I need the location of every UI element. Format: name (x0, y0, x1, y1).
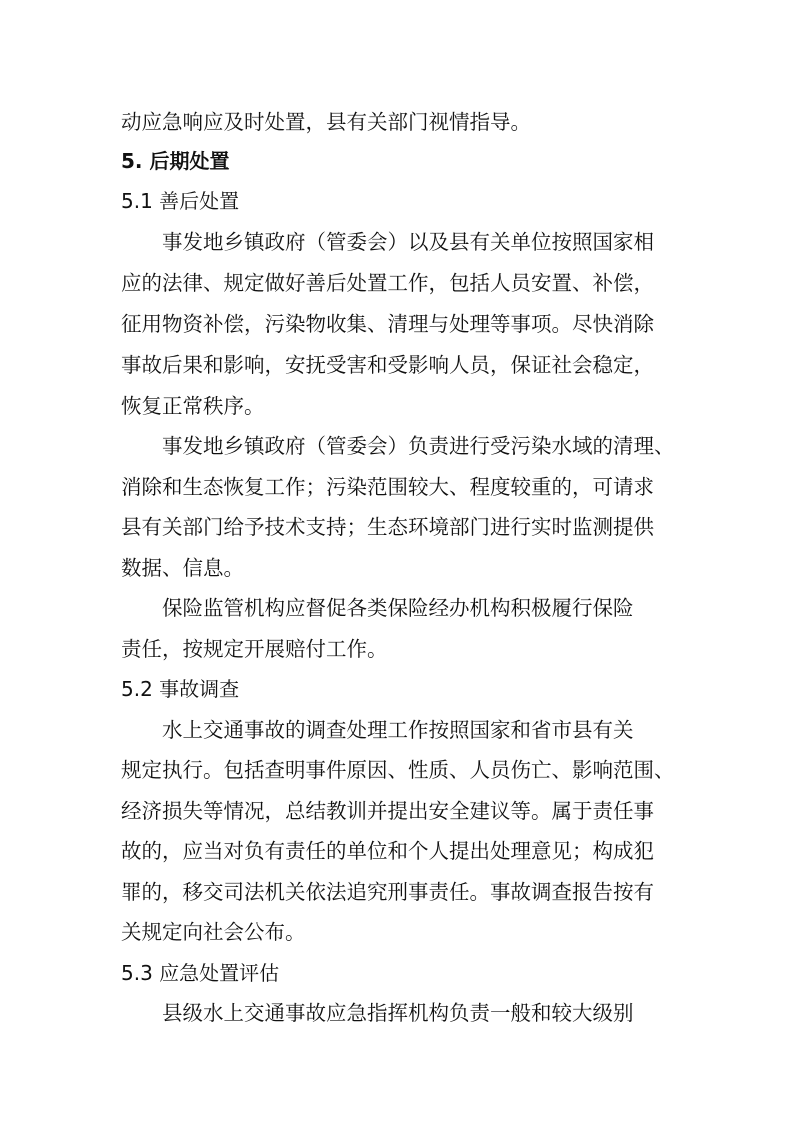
paragraph-line: 罪的，移交司法机关依法追究刑事责任。事故调查报告按有 (121, 880, 654, 904)
paragraph-line: 征用物资补偿，污染物收集、清理与处理等事项。尽快消除 (121, 312, 654, 336)
paragraph-line: 数据、信息。 (121, 556, 244, 580)
section-heading-5: 5. 后期处置 (121, 149, 230, 173)
paragraph-line: 事发地乡镇政府（管委会）负责进行受污染水域的清理、 (162, 434, 675, 458)
paragraph-line: 事发地乡镇政府（管委会）以及县有关单位按照国家相 (162, 230, 654, 254)
paragraph-line: 消除和生态恢复工作；污染范围较大、程度较重的，可请求 (121, 475, 654, 499)
paragraph-line: 恢复正常秩序。 (121, 394, 265, 418)
paragraph-line: 经济损失等情况，总结教训并提出安全建议等。属于责任事 (121, 799, 654, 823)
paragraph-line: 水上交通事故的调查处理工作按照国家和省市县有关 (162, 718, 634, 742)
paragraph-line: 关规定向社会公布。 (121, 920, 306, 944)
paragraph-line: 保险监管机构应督促各类保险经办机构积极履行保险 (162, 596, 634, 620)
subsection-heading-5-2: 5.2 事故调查 (121, 677, 240, 701)
subsection-heading-5-3: 5.3 应急处置评估 (121, 961, 280, 985)
subsection-heading-5-1: 5.1 善后处置 (121, 189, 240, 213)
paragraph-line: 县级水上交通事故应急指挥机构负责一般和较大级别 (162, 1001, 634, 1025)
paragraph-line: 规定执行。包括查明事件原因、性质、人员伤亡、影响范围、 (121, 758, 675, 782)
paragraph-line: 应的法律、规定做好善后处置工作，包括人员安置、补偿， (121, 271, 654, 295)
paragraph-line: 故的，应当对负有责任的单位和个人提出处理意见；构成犯 (121, 839, 654, 863)
paragraph-line: 事故后果和影响，安抚受害和受影响人员，保证社会稳定， (121, 353, 654, 377)
text-line-1: 动应急响应及时处置，县有关部门视情指导。 (121, 110, 531, 134)
paragraph-line: 县有关部门给予技术支持；生态环境部门进行实时监测提供 (121, 515, 654, 539)
paragraph-line: 责任，按规定开展赔付工作。 (121, 637, 388, 661)
